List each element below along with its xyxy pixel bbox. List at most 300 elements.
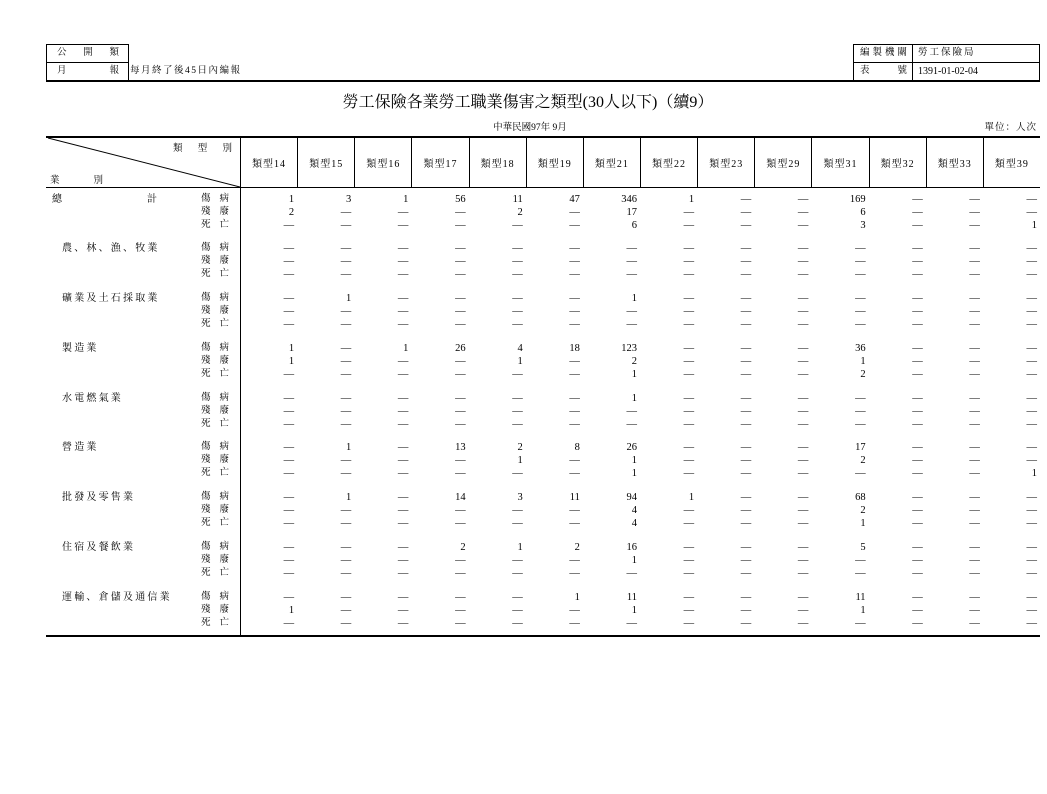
table-cell: 11 — [512, 193, 523, 205]
row-stub — [46, 504, 240, 517]
table-cell: — — [683, 455, 695, 467]
table-cell: — — [397, 604, 409, 616]
table-cell: — — [397, 392, 409, 404]
injury-outcome-label — [201, 318, 229, 331]
table-row — [46, 292, 1040, 305]
corner-row-axis-label — [50, 175, 103, 187]
table-cell: — — [797, 442, 809, 454]
table-cell: — — [512, 617, 523, 629]
injury-outcome-label — [201, 541, 229, 554]
label-char: 病 — [219, 492, 229, 502]
table-cell: — — [455, 206, 466, 218]
table-cell: — — [855, 306, 866, 317]
table-cell: — — [740, 591, 752, 603]
label-char: 別 — [93, 176, 103, 186]
label-char: 傷 — [201, 442, 211, 453]
table-cell: — — [855, 554, 866, 566]
label-char: 亡 — [219, 319, 229, 329]
table-cell: — — [797, 554, 809, 566]
table-cell: — — [397, 541, 409, 553]
table-cell: — — [912, 554, 923, 566]
table-cell: 2 — [860, 368, 866, 380]
table-cell: — — [340, 342, 352, 354]
table-cell: — — [797, 206, 809, 218]
table-cell: — — [1026, 355, 1037, 367]
table-cell: — — [797, 219, 809, 231]
table-cell: — — [1026, 256, 1037, 268]
table-cell: — — [797, 567, 809, 579]
injury-outcome-label — [201, 554, 229, 567]
table-cell: — — [1026, 293, 1037, 304]
table-cell: — — [283, 306, 295, 317]
row-stub — [46, 567, 240, 580]
table-cell: — — [283, 392, 295, 404]
label-char: 亡 — [219, 269, 229, 280]
table-cell: 1 — [288, 355, 295, 367]
label-char: 傷 — [201, 193, 211, 204]
table-cell: — — [855, 468, 866, 480]
row-stub — [46, 405, 240, 418]
table-cell: — — [969, 442, 980, 454]
table-cell: — — [740, 256, 752, 268]
label-char: 廢 — [219, 355, 229, 366]
table-cell: — — [740, 306, 752, 317]
table-cell: — — [340, 219, 352, 231]
table-cell: 8 — [574, 442, 580, 454]
table-cell: — — [397, 355, 409, 367]
table-cell: — — [797, 368, 809, 380]
table-cell: — — [969, 505, 980, 516]
table-cell: — — [969, 604, 980, 616]
table-cell: — — [1026, 342, 1037, 354]
label-char: 公 — [57, 48, 67, 58]
table-cell: — — [569, 468, 580, 480]
table-cell: — — [569, 319, 580, 330]
label-char: 殘 — [201, 405, 211, 416]
table-cell: — — [512, 567, 523, 579]
table-cell: — — [397, 293, 409, 304]
report-frequency-label — [47, 63, 128, 81]
table-cell: 1 — [403, 342, 409, 354]
industry-group — [46, 541, 1040, 580]
table-cell: 1 — [860, 355, 866, 367]
injury-outcome-label — [201, 567, 229, 580]
label-char: 廢 — [219, 206, 229, 217]
table-cell: — — [512, 405, 523, 417]
label-char: 傷 — [201, 591, 211, 602]
industry-label: 礦業及土石採取業 — [62, 293, 160, 304]
table-cell: — — [912, 442, 923, 454]
table-cell: — — [740, 617, 752, 629]
table-cell: 47 — [569, 193, 580, 205]
table-cell: 11 — [855, 591, 866, 603]
label-char: 死 — [201, 418, 211, 429]
injury-outcome-label — [201, 491, 229, 504]
table-row — [46, 193, 1040, 206]
injury-outcome-label — [201, 467, 229, 480]
table-number-value: 1391-01-02-04 — [918, 66, 978, 77]
label-char: 廢 — [219, 554, 229, 565]
table-cell: — — [683, 468, 695, 480]
label-char: 號 — [897, 66, 907, 76]
table-cell: — — [1026, 492, 1037, 503]
table-row — [46, 441, 1040, 454]
table-cell: — — [797, 355, 809, 367]
table-cell: — — [455, 455, 466, 467]
row-stub — [46, 206, 240, 219]
table-cell: — — [912, 219, 923, 231]
table-cell: — — [397, 368, 409, 380]
table-row — [46, 355, 1040, 368]
industry-group — [46, 242, 1040, 281]
table-cell: — — [683, 604, 695, 616]
table-cell: 1 — [346, 293, 352, 304]
table-cell: — — [969, 518, 980, 529]
table-cell: — — [969, 468, 980, 480]
label-char: 殘 — [201, 256, 211, 267]
table-row — [46, 567, 1040, 580]
table-cell: — — [1026, 368, 1037, 380]
table-cell: 2 — [517, 206, 523, 218]
table-row — [46, 491, 1040, 504]
injury-outcome-label — [201, 454, 229, 467]
table-cell: — — [569, 219, 580, 231]
table-cell: — — [1026, 306, 1037, 317]
industry-label: 營造業 — [62, 442, 99, 454]
table-cell: 6 — [860, 206, 866, 218]
column-header: 類型15 — [297, 138, 354, 187]
table-row — [46, 305, 1040, 318]
injury-outcome-label — [201, 405, 229, 418]
table-row — [46, 368, 1040, 381]
label-char: 傷 — [201, 492, 211, 502]
table-cell: 1 — [631, 455, 637, 467]
table-cell: — — [455, 256, 466, 268]
table-cell: — — [797, 243, 809, 255]
table-cell: — — [626, 306, 637, 317]
table-cell: 1 — [517, 355, 523, 367]
table-cell: — — [397, 219, 409, 231]
label-char: 機 — [884, 48, 895, 58]
table-cell: — — [569, 518, 580, 529]
label-char: 死 — [201, 617, 211, 628]
table-cell: — — [397, 468, 409, 480]
table-cell: — — [740, 455, 752, 467]
table-cell: — — [912, 293, 923, 304]
table-cell: — — [512, 392, 523, 404]
label-char: 殘 — [201, 554, 211, 565]
label-char: 業 — [50, 176, 60, 186]
label-char: 廢 — [219, 256, 229, 267]
injury-outcome-label — [201, 368, 229, 381]
label-char: 編 — [860, 48, 870, 58]
table-cell: — — [683, 541, 695, 553]
table-cell: — — [855, 269, 866, 281]
table-cell: — — [569, 243, 580, 255]
table-cell: — — [1026, 418, 1037, 430]
table-row — [46, 318, 1040, 331]
table-row — [46, 617, 1040, 630]
table-cell: — — [455, 306, 466, 317]
table-cell: 5 — [860, 541, 866, 553]
table-cell: — — [912, 617, 923, 629]
table-cell: — — [969, 306, 980, 317]
table-cell: — — [855, 418, 866, 430]
label-char: 傷 — [201, 293, 211, 303]
table-cell: — — [283, 492, 295, 503]
header-divider — [46, 80, 1040, 82]
label-char: 殘 — [201, 505, 211, 515]
table-cell: — — [397, 243, 409, 255]
table-cell: 26 — [455, 342, 466, 354]
table-cell: — — [797, 518, 809, 529]
table-cell: — — [455, 405, 466, 417]
table-cell: — — [740, 604, 752, 616]
table-cell: — — [569, 293, 580, 304]
table-cell: 1 — [574, 591, 580, 603]
table-cell: — — [569, 554, 580, 566]
table-cell: — — [397, 269, 409, 281]
industry-group — [46, 342, 1040, 381]
label-char: 死 — [201, 219, 211, 230]
table-cell: — — [683, 591, 695, 603]
table-cell: — — [683, 256, 695, 268]
table-cell: — — [740, 505, 752, 516]
industry-label: 水電燃氣業 — [62, 392, 123, 404]
table-cell: 36 — [855, 342, 866, 354]
table-cell: — — [283, 554, 295, 566]
label-char: 殘 — [201, 355, 211, 366]
label-char: 病 — [219, 293, 229, 303]
table-cell: — — [340, 518, 352, 529]
table-cell: — — [283, 405, 295, 417]
row-stub — [46, 355, 240, 368]
disclosure-class-label — [47, 45, 128, 63]
label-char: 傷 — [201, 342, 211, 353]
table-cell: 1 — [631, 554, 637, 566]
reporting-deadline: 每月終了後45日內編報 — [130, 66, 242, 76]
table-cell: — — [512, 505, 523, 516]
table-cell: — — [512, 293, 523, 304]
corner-column-axis-label — [173, 143, 232, 155]
injury-outcome-label — [201, 242, 229, 255]
table-cell: — — [912, 541, 923, 553]
table-cell: — — [797, 342, 809, 354]
table-cell: — — [912, 591, 923, 603]
table-cell: 1 — [288, 193, 295, 205]
table-cell: — — [512, 256, 523, 268]
table-cell: — — [740, 219, 752, 231]
label-char: 亡 — [219, 418, 229, 429]
injury-outcome-label — [201, 292, 229, 305]
table-cell: — — [340, 468, 352, 480]
table-cell: — — [455, 604, 466, 616]
table-cell: 6 — [631, 219, 637, 231]
table-cell: — — [283, 518, 295, 529]
table-cell: — — [455, 505, 466, 516]
table-cell: — — [455, 418, 466, 430]
label-char: 亡 — [219, 368, 229, 379]
table-cell: 123 — [621, 342, 637, 354]
table-cell: 17 — [855, 442, 866, 454]
table-cell: — — [1026, 567, 1037, 579]
injury-outcome-label — [201, 305, 229, 318]
table-cell: 1 — [688, 492, 695, 503]
table-cell: 4 — [631, 505, 637, 516]
table-cell: 1 — [1031, 468, 1037, 480]
table-cell: — — [855, 567, 866, 579]
table-cell: — — [512, 468, 523, 480]
injury-outcome-label — [201, 441, 229, 454]
label-char: 病 — [219, 392, 229, 403]
table-cell: — — [740, 392, 752, 404]
row-stub — [46, 318, 240, 331]
table-header — [46, 138, 1040, 187]
table-body — [46, 188, 1040, 640]
table-cell: — — [797, 604, 809, 616]
table-cell: — — [626, 418, 637, 430]
label-char: 亡 — [219, 219, 229, 230]
table-cell: — — [283, 591, 295, 603]
table-cell: — — [969, 193, 980, 205]
table-cell: — — [740, 319, 752, 330]
row-stub — [46, 368, 240, 381]
table-cell: — — [855, 405, 866, 417]
table-cell: 1 — [631, 392, 637, 404]
table-cell: — — [797, 269, 809, 281]
table-cell: — — [340, 455, 352, 467]
table-cell: — — [740, 206, 752, 218]
table-cell: — — [912, 355, 923, 367]
injury-outcome-label — [201, 193, 229, 206]
label-char: 死 — [201, 468, 211, 479]
table-cell: — — [912, 455, 923, 467]
label-char: 廢 — [219, 505, 229, 515]
table-cell: — — [912, 392, 923, 404]
table-cell: 1 — [517, 541, 523, 553]
table-cell: 1 — [631, 468, 637, 480]
table-cell: — — [912, 604, 923, 616]
table-cell: — — [340, 206, 352, 218]
label-char: 傷 — [201, 243, 211, 254]
table-cell: — — [1026, 604, 1037, 616]
table-cell: — — [283, 442, 295, 454]
table-cell: — — [1026, 405, 1037, 417]
row-stub — [46, 617, 240, 630]
table-cell: — — [512, 518, 523, 529]
row-stub — [46, 517, 240, 530]
table-cell: — — [740, 492, 752, 503]
table-cell: — — [683, 293, 695, 304]
table-cell: — — [969, 591, 980, 603]
table-cell: — — [740, 554, 752, 566]
table-cell: — — [740, 243, 752, 255]
table-cell: — — [512, 269, 523, 281]
label-char: 傷 — [201, 392, 211, 403]
table-cell: — — [969, 256, 980, 268]
table-row — [46, 206, 1040, 219]
table-cell: — — [340, 355, 352, 367]
table-cell: 169 — [849, 193, 866, 205]
row-stub — [46, 591, 240, 604]
table-cell: — — [969, 206, 980, 218]
table-cell: — — [855, 319, 866, 330]
table-row — [46, 604, 1040, 617]
table-cell: 2 — [288, 206, 295, 218]
table-cell: — — [1026, 269, 1037, 281]
table-cell: 2 — [860, 505, 866, 516]
table-cell: — — [683, 442, 695, 454]
table-cell: — — [912, 342, 923, 354]
label-char: 類 — [173, 144, 183, 154]
table-cell: — — [569, 306, 580, 317]
label-char: 病 — [219, 243, 229, 254]
table-cell: — — [969, 492, 980, 503]
column-header: 類型19 — [526, 138, 583, 187]
table-cell: — — [626, 243, 637, 255]
label-char: 亡 — [219, 518, 229, 528]
table-cell: — — [912, 306, 923, 317]
row-stub — [46, 441, 240, 454]
table-cell: — — [683, 554, 695, 566]
table-cell: — — [912, 256, 923, 268]
table-cell: — — [455, 567, 466, 579]
table-cell: — — [912, 468, 923, 480]
row-stub — [46, 242, 240, 255]
table-cell: — — [455, 219, 466, 231]
label-char: 病 — [219, 342, 229, 353]
row-stub — [46, 219, 240, 232]
column-header: 類型39 — [983, 138, 1040, 187]
table-cell: — — [683, 219, 695, 231]
table-cell: — — [397, 319, 409, 330]
table-cell: 11 — [626, 591, 637, 603]
table-cell: 16 — [626, 541, 637, 553]
row-stub — [46, 454, 240, 467]
table-cell: — — [912, 269, 923, 281]
table-cell: — — [912, 193, 923, 205]
table-row — [46, 504, 1040, 517]
table-cell: — — [797, 306, 809, 317]
table-cell: — — [683, 269, 695, 281]
table-cell: — — [455, 355, 466, 367]
injury-outcome-label — [201, 219, 229, 232]
table-cell: 2 — [860, 455, 866, 467]
table-cell: 1 — [1031, 219, 1037, 231]
table-cell: — — [569, 405, 580, 417]
label-char: 殘 — [201, 306, 211, 316]
table-cell: — — [797, 405, 809, 417]
industry-group — [46, 193, 1040, 232]
table-cell: 3 — [517, 492, 523, 503]
label-char: 病 — [219, 442, 229, 453]
table-cell: — — [397, 591, 409, 603]
table-cell: — — [1026, 392, 1037, 404]
table-cell: — — [683, 306, 695, 317]
table-cell: — — [283, 505, 295, 516]
agency-value: 勞工保險局 — [913, 45, 1039, 63]
table-cell: — — [683, 392, 695, 404]
table-cell: — — [512, 306, 523, 317]
column-header: 類型14 — [240, 138, 297, 187]
table-row — [46, 405, 1040, 418]
table-cell: — — [969, 554, 980, 566]
table-cell: 3 — [346, 193, 352, 205]
column-header: 類型31 — [811, 138, 868, 187]
label-char: 病 — [219, 591, 229, 602]
table-cell: — — [455, 269, 466, 281]
table-cell: — — [969, 368, 980, 380]
